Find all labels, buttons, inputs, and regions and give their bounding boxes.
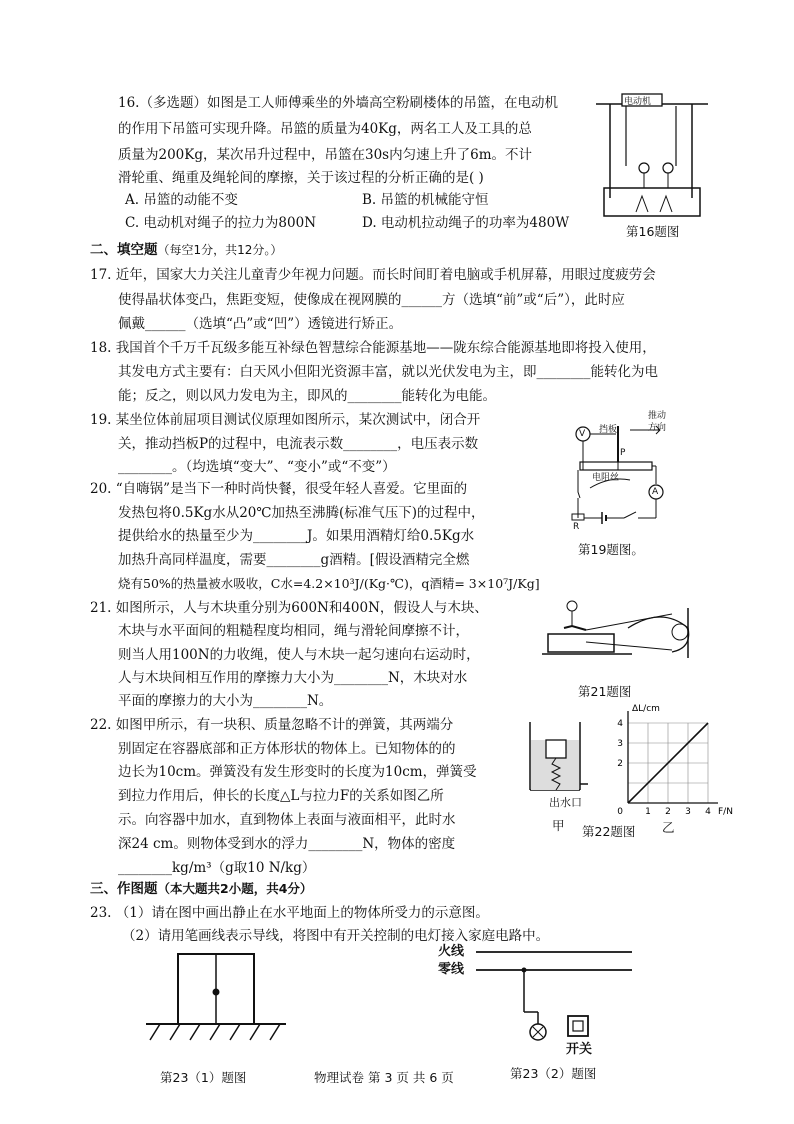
- q21-line-5: 平面的摩擦力的大小为________N。: [118, 693, 333, 709]
- q20-line-5: 烧有50%的热量被水吸收，C水=4.2×10³J/(Kg·℃)，q酒精= 3×10⁷J/Kg]: [118, 576, 540, 591]
- figure-22-container: [528, 718, 593, 798]
- q20-line-1: 20. “自嗨锅”是当下一种时尚快餐，很受年轻人喜爱。它里面的: [90, 481, 468, 497]
- y-axis-label: ΔL/cm: [632, 704, 660, 714]
- wire-label: 电阻丝: [592, 473, 620, 483]
- section-3-title: [90, 879, 312, 899]
- q16-line-3: 质量为200Kg，某次吊升过程中，吊篮在30s内匀速上升了6m。不计: [118, 147, 532, 163]
- section-3-heading: 三、作图题: [90, 881, 158, 897]
- x-axis-label: F/N: [718, 807, 733, 817]
- push-label-2: 方向: [648, 423, 667, 433]
- y-tick-label: 3: [617, 739, 623, 749]
- q19-line-1: 19. 某坐位体前屈项目测试仪原理如图所示，某次测试中，闭合开: [90, 412, 481, 428]
- q20-line-2: 发热包将0.5Kg水从20℃加热至沸腾(标准气压下)的过程中，: [118, 505, 485, 521]
- q18-line-1: 18. 我国首个千万千瓦级多能互补绿色智慧综合能源基地——陇东综合能源基地即将投入使用，: [90, 340, 656, 356]
- q22-line-5: 示。向容器中加水，直到物体上表面与液面相平，此时水: [118, 812, 456, 828]
- q22-line-4: 到拉力作用后，伸长的长度△L与拉力F的关系如图乙所: [118, 788, 444, 804]
- ammeter-label: A: [652, 487, 659, 497]
- figure-22-caption: 第22题图: [582, 824, 636, 839]
- plate-p-label: P: [620, 448, 626, 458]
- section-2-heading: 二、填空题: [90, 242, 158, 258]
- q16-option-a: A. 吊篮的动能不变: [125, 192, 238, 208]
- q17-line-1: 17. 近年，国家大力关注儿童青少年视力问题。而长时间盯着电脑或手机屏幕，用眼过度疲劳会: [90, 267, 656, 283]
- q22-line-1: 22. 如图甲所示，有一块积、质量忽略不计的弹簧，其两端分: [90, 717, 454, 733]
- figure-23-1-box-on-ground: [146, 950, 286, 1050]
- voltmeter-label: V: [579, 429, 586, 439]
- q21-line-1: 21. 如图所示，人与木块重分别为600N和400N，假设人与木块、: [90, 600, 488, 616]
- figure-23-2-caption: 第23（2）题图: [510, 1066, 597, 1081]
- outlet-label: 出水口: [549, 796, 582, 809]
- motor-label: 电动机: [624, 97, 652, 107]
- q19-line-3: ________。（均选填“变大”、“变小”或“不变”）: [118, 459, 396, 475]
- q21-line-2: 木块与水平面间的粗糙程度均相同，绳与滑轮间摩擦不计，: [118, 623, 469, 639]
- figure-21-caption: 第21题图: [578, 684, 632, 699]
- switch-label: 开关: [566, 1042, 593, 1057]
- q22-line-6: 深24 cm。则物体受到水的浮力________N，物体的密度: [118, 836, 456, 852]
- q21-line-3: 则当人用100N的力收绳，使人与木块一起匀速向右运动时，: [118, 647, 480, 663]
- q16-option-c: C. 电动机对绳子的拉力为800N: [125, 215, 317, 231]
- figure-22-chart: [610, 704, 733, 817]
- q23-line-2: （2）请用笔画线表示导线，将图中有开关控制的电灯接入家庭电路中。: [122, 928, 550, 944]
- q17-line-3: 佩戴______（选填“凸”或“凹”）透镜进行矫正。: [118, 316, 403, 332]
- q16-line-4: 滑轮重、绳重及绳轮间的摩擦，关于该过程的分析正确的是( ): [118, 170, 484, 186]
- section-2-title: [90, 240, 282, 260]
- y-tick-label: 4: [617, 719, 623, 729]
- q18-line-2: 其发电方式主要有：白天风小但阳光资源丰富，就以光伏发电为主，即________能转化为电: [118, 364, 658, 380]
- neutral-wire-label: 零线: [438, 962, 465, 977]
- figure-23-1-caption: 第23（1）题图: [160, 1070, 247, 1085]
- q23-line-1: 23. （1）请在图中画出静止在水平地面上的物体所受力的示意图。: [90, 905, 489, 921]
- push-label-1: 推动: [648, 411, 667, 421]
- x-tick-label: 2: [665, 807, 671, 817]
- section-2-note: （每空1分，共12分。）: [157, 243, 283, 257]
- resistor-r-label: R: [573, 522, 580, 532]
- x-tick-label: 4: [705, 807, 711, 817]
- q17-line-2: 使得晶状体变凸，焦距变短，使像成在视网膜的______方（选填“前”或“后”），此时应: [118, 292, 625, 308]
- figure-22-jia: 甲: [552, 818, 565, 833]
- q16-option-d: D. 电动机拉动绳子的功率为480W: [362, 215, 570, 231]
- q22-line-7: ________kg/m³（g取10 N/kg）: [118, 860, 316, 876]
- q20-line-3: 提供给水的热量至少为________J。如果用酒精灯给0.5Kg水: [118, 528, 475, 544]
- q16-line-2: 的作用下吊篮可实现升降。吊篮的质量为40Kg，两名工人及工具的总: [118, 121, 532, 137]
- figure-16-caption: 第16题图: [626, 224, 680, 239]
- q22-line-3: 边长为10cm。弹簧没有发生形变时的长度为10cm，弹簧受: [118, 764, 477, 780]
- page-footer: 物理试卷 第 3 页 共 6 页: [314, 1070, 454, 1085]
- figure-22-yi: 乙: [662, 820, 675, 835]
- q16-line-1: 16.（多选题）如图是工人师傅乘坐的外墙高空粉刷楼体的吊篮，在电动机: [118, 95, 558, 111]
- q18-line-3: 能；反之，则以风力发电为主，即风的________能转化为电能。: [118, 388, 496, 404]
- q16-option-b: B. 吊篮的机械能守恒: [362, 192, 489, 208]
- figure-21-person-block: [542, 598, 697, 678]
- q22-line-2: 别固定在容器底部和正方体形状的物体上。已知物体的的: [118, 741, 456, 757]
- q21-line-4: 人与木块间相互作用的摩擦力大小为________N，木块对水: [118, 670, 468, 686]
- plate-label: 挡板: [599, 425, 618, 435]
- live-wire-label: 火线: [438, 944, 465, 959]
- figure-16-scaffold: [596, 88, 708, 218]
- x-tick-label: 3: [685, 807, 691, 817]
- q20-line-4: 加热升高同样温度，需要________g酒精。[假设酒精完全燃: [118, 552, 470, 568]
- figure-23-2-circuit: [474, 948, 634, 1058]
- origin-label: 0: [617, 807, 623, 817]
- y-tick-label: 2: [617, 759, 623, 769]
- x-tick-label: 1: [645, 807, 651, 817]
- q19-line-2: 关，推动挡板P的过程中，电流表示数________，电压表示数: [118, 436, 479, 452]
- figure-19-caption: 第19题图。: [578, 542, 644, 557]
- section-3-note: （本大题共2小题，共4分）: [157, 881, 313, 896]
